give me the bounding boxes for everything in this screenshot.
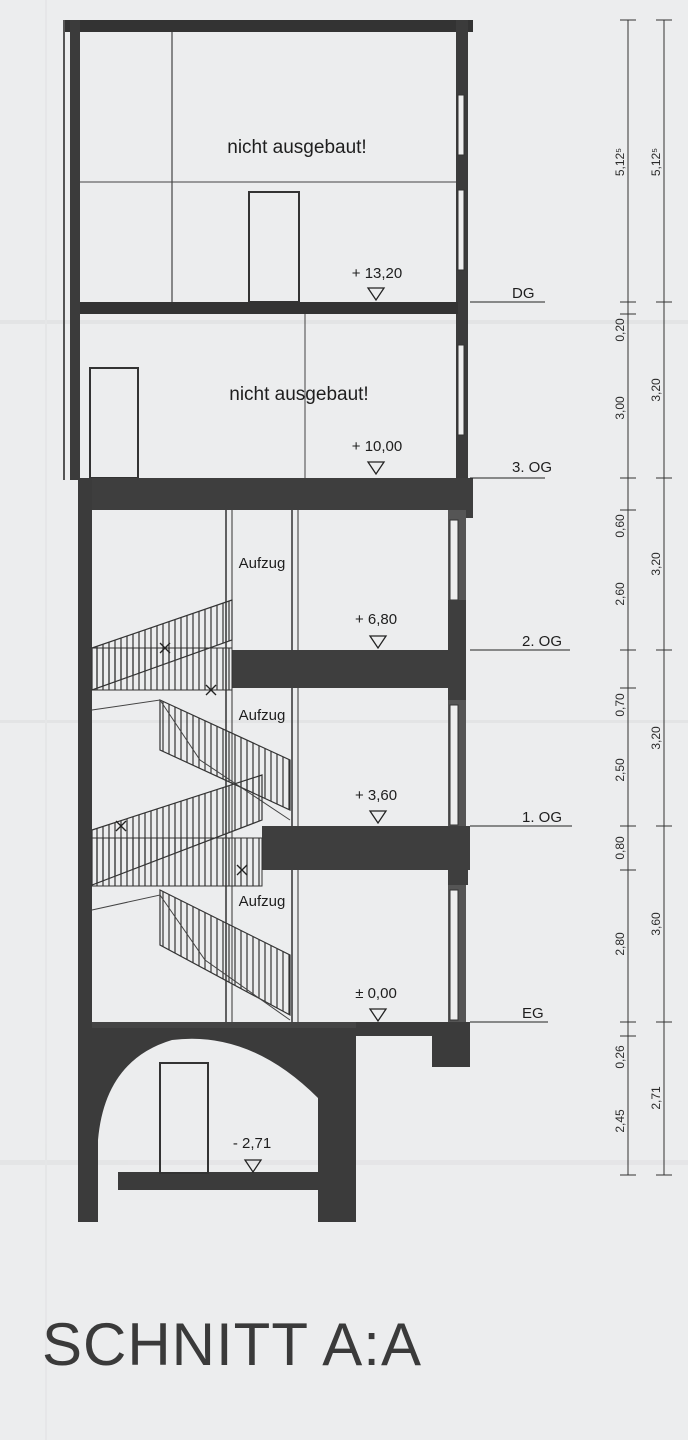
- dim-outer: 5,12⁵: [649, 147, 663, 177]
- door: [249, 192, 299, 302]
- dg-floor-slab: [80, 302, 458, 314]
- drawing-title: SCHNITT A:A: [42, 1311, 422, 1378]
- dim-inner: 2,60: [613, 582, 627, 606]
- dim-outer: 3,20: [649, 378, 663, 402]
- left-wall-line: [63, 20, 65, 480]
- window-strip: [458, 345, 464, 435]
- level-name-3og: 3. OG: [512, 459, 553, 476]
- elevation-eg: ± 0,00: [355, 985, 397, 1002]
- elevation-3og: + 10,00: [351, 438, 403, 455]
- elevation-dg: + 13,20: [351, 265, 403, 282]
- dim-inner: 2,45: [613, 1109, 627, 1133]
- left-wall-main: [78, 478, 92, 1038]
- attic-note-upper: nicht ausgebaut!: [227, 137, 367, 158]
- window-strip: [458, 190, 464, 270]
- dim-outer: 3,20: [649, 552, 663, 576]
- elevator-label: Aufzug: [238, 893, 286, 910]
- dim-outer: 3,20: [649, 726, 663, 750]
- window-strip: [458, 95, 464, 155]
- level-name-eg: EG: [522, 1005, 544, 1022]
- dim-inner: 2,80: [613, 932, 627, 956]
- dim-outer: 2,71: [649, 1086, 663, 1110]
- slab-1og: [262, 826, 470, 870]
- door: [90, 368, 138, 478]
- dimension-chain-outer: [656, 20, 672, 1175]
- window-strip: [450, 520, 458, 600]
- level-name-1og: 1. OG: [522, 809, 563, 826]
- dim-inner: 0,70: [613, 693, 627, 717]
- dim-inner: 0,26: [613, 1045, 627, 1069]
- dim-inner: 5,12⁵: [613, 147, 627, 177]
- dim-outer: 3,60: [649, 912, 663, 936]
- elevation-basement: - 2,71: [232, 1135, 272, 1152]
- elevation-2og: + 6,80: [354, 611, 398, 628]
- window-strip: [450, 705, 458, 825]
- dim-inner: 0,20: [613, 318, 627, 342]
- slab-3og: [80, 478, 473, 518]
- elevator-label: Aufzug: [238, 555, 286, 572]
- left-wall-upper: [70, 20, 80, 480]
- attic-section: [63, 20, 473, 480]
- dim-inner: 3,00: [613, 396, 627, 420]
- dim-inner: 0,80: [613, 836, 627, 860]
- elevation-1og: + 3,60: [354, 787, 398, 804]
- dim-inner: 0,60: [613, 514, 627, 538]
- window-strip: [450, 890, 458, 1020]
- roof-slab: [63, 20, 473, 32]
- level-leaders: [470, 302, 572, 1022]
- basement: [78, 1022, 470, 1222]
- level-name-2og: 2. OG: [522, 633, 563, 650]
- slab-2og: [232, 650, 452, 688]
- elevator-label: Aufzug: [238, 707, 286, 724]
- dim-inner: 2,50: [613, 758, 627, 782]
- door: [160, 1063, 208, 1173]
- attic-note-lower: nicht ausgebaut!: [229, 384, 369, 405]
- level-name-dg: DG: [512, 285, 535, 302]
